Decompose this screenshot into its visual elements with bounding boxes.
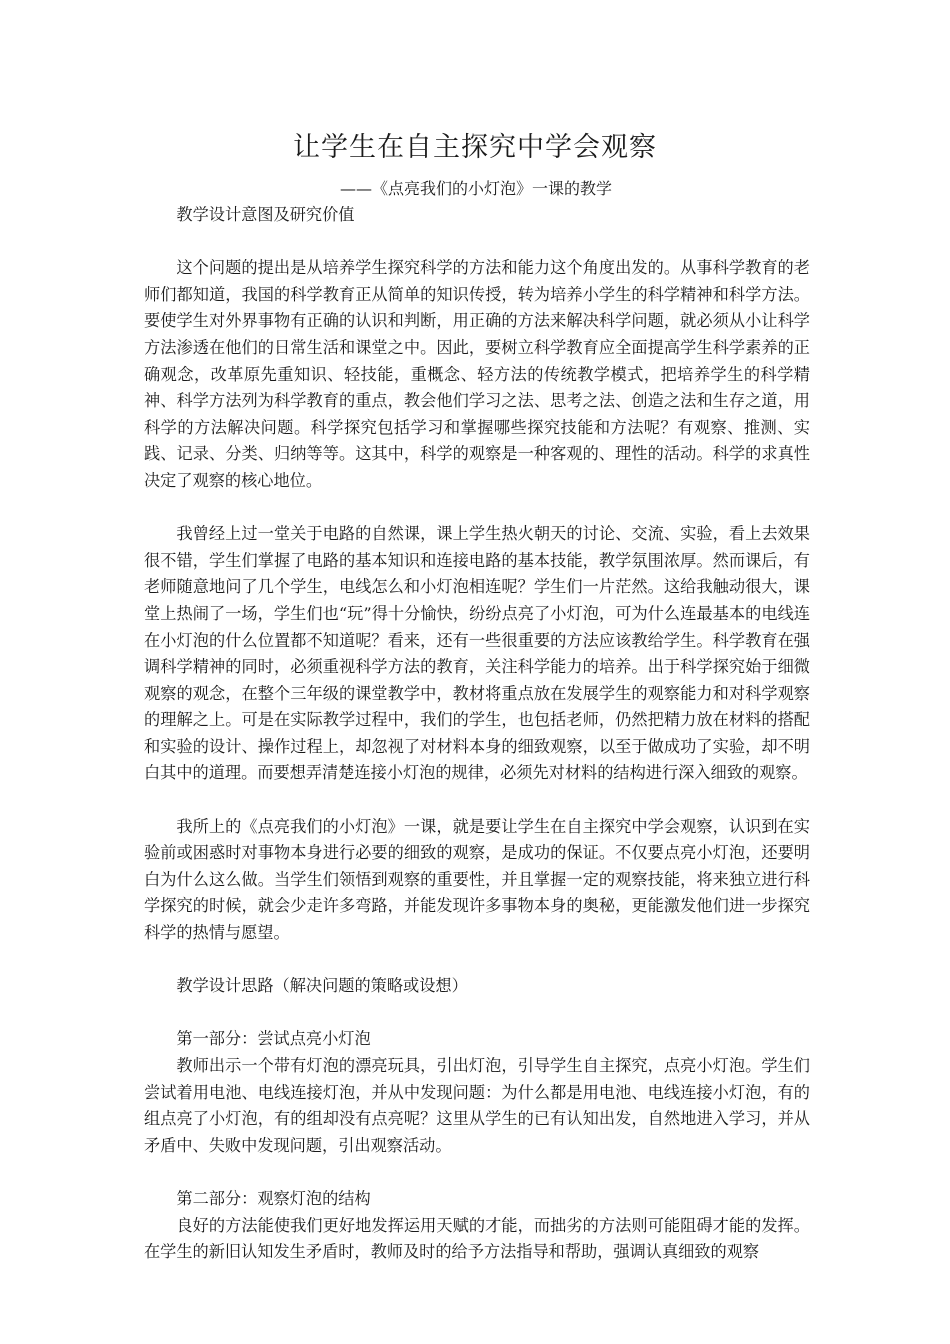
document-body <box>144 202 810 1266</box>
paragraph-1: 这个问题的提出是从培养学生探究科学的方法和能力这个角度出发的。从事科学教育的老师们都知道，我国的科学教育正从简单的知识传授，转为培养小学生的科学精神和科学方法。要使学生对外界事物有正确的认识和判断，用正确的方法来解决科学问题，就必须从小让科学方法渗透在他们的日常生活和课堂之中。因此，要树立科学教育应全面提高学生科学素养的正确观念，改革原先重知识、轻技能，重概念、轻方法的传统教学模式，把培养学生的科学精神、科学方法列为科学教育的重点，教会他们学习之法、思考之法、创造之法和生存之道，用科学的方法解决问题。科学探究包括学习和掌握哪些探究技能和方法呢？有观察、推测、实践、记录、分类、归纳等等。这其中，科学的观察是一种客观的、理性的活动。科学的求真性决定了观察的核心地位。 <box>144 258 810 490</box>
part-2-text: 良好的方法能使我们更好地发挥运用天赋的才能，而拙劣的方法则可能阻碍才能的发挥。在学生的新旧认知发生矛盾时，教师及时的给予方法指导和帮助，强调认真细致的观察 <box>144 1215 810 1262</box>
section-heading-design: 教学设计思路（解决问题的策略或设想） <box>176 976 468 996</box>
paragraph-2: 我曾经上过一堂关于电路的自然课，课上学生热火朝天的讨论、交流、实验，看上去效果很不错，学生们掌握了电路的基本知识和连接电路的基本技能，教学氛围浓厚。然而课后，有老师随意地问了几个学生，电线怎么和小灯泡相连呢？学生们一片茫然。这给我触动很大，课堂上热闹了一场，学生们也“玩”得十分愉快，纷纷点亮了小灯泡，可为什么连最基本的电线连在小灯泡的什么位置都不知道呢？看来，还有一些很重要的方法应该教给学生。科学教育在强调科学精神的同时，必须重视科学方法的教育，关注科学能力的培养。出于科学探究始于细微观察的观念，在整个三年级的课堂教学中，教材将重点放在发展学生的观察能力和对科学观察的理解之上。可是在实际教学过程中，我们的学生，也包括老师，仍然把精力放在材料的搭配和实验的设计、操作过程上，却忽视了对材料本身的细致观察，以至于做成功了实验，却不明白其中的道理。而要想弄清楚连接小灯泡的规律，必须先对材料的结构进行深入细致的观察。 <box>144 524 810 783</box>
page-title: 让学生在自主探究中学会观察 <box>293 132 657 163</box>
part-1-text: 教师出示一个带有灯泡的漂亮玩具，引出灯泡，引导学生自主探究，点亮小灯泡。学生们尝试着用电池、电线连接灯泡，并从中发现问题：为什么都是用电池、电线连接小灯泡，有的组点亮了小灯泡，有的组却没有点亮呢？这里从学生的已有认知出发，自然地进入学习，并从矛盾中、失败中发现问题，引出观察活动。 <box>144 1056 810 1155</box>
section-heading-intent: 教学设计意图及研究价值 <box>176 205 355 224</box>
part-1-heading: 第一部分：尝试点亮小灯泡 <box>176 1029 371 1049</box>
part-2-heading: 第二部分：观察灯泡的结构 <box>176 1188 371 1208</box>
page-subtitle: ——《点亮我们的小灯泡》一课的教学 <box>340 179 613 198</box>
paragraph-3: 我所上的《点亮我们的小灯泡》一课，就是要让学生在自主探究中学会观察，认识到在实验前或困惑时对事物本身进行必要的细致的观察，是成功的保证。不仅要点亮小灯泡，还要明白为什么这么做。当学生们领悟到观察的重要性，并且掌握一定的观察技能，将来独立进行科学探究的时候，就会少走许多弯路，并能发现许多事物本身的奥秘，更能激发他们进一步探究科学的热情与愿望。 <box>144 816 810 943</box>
